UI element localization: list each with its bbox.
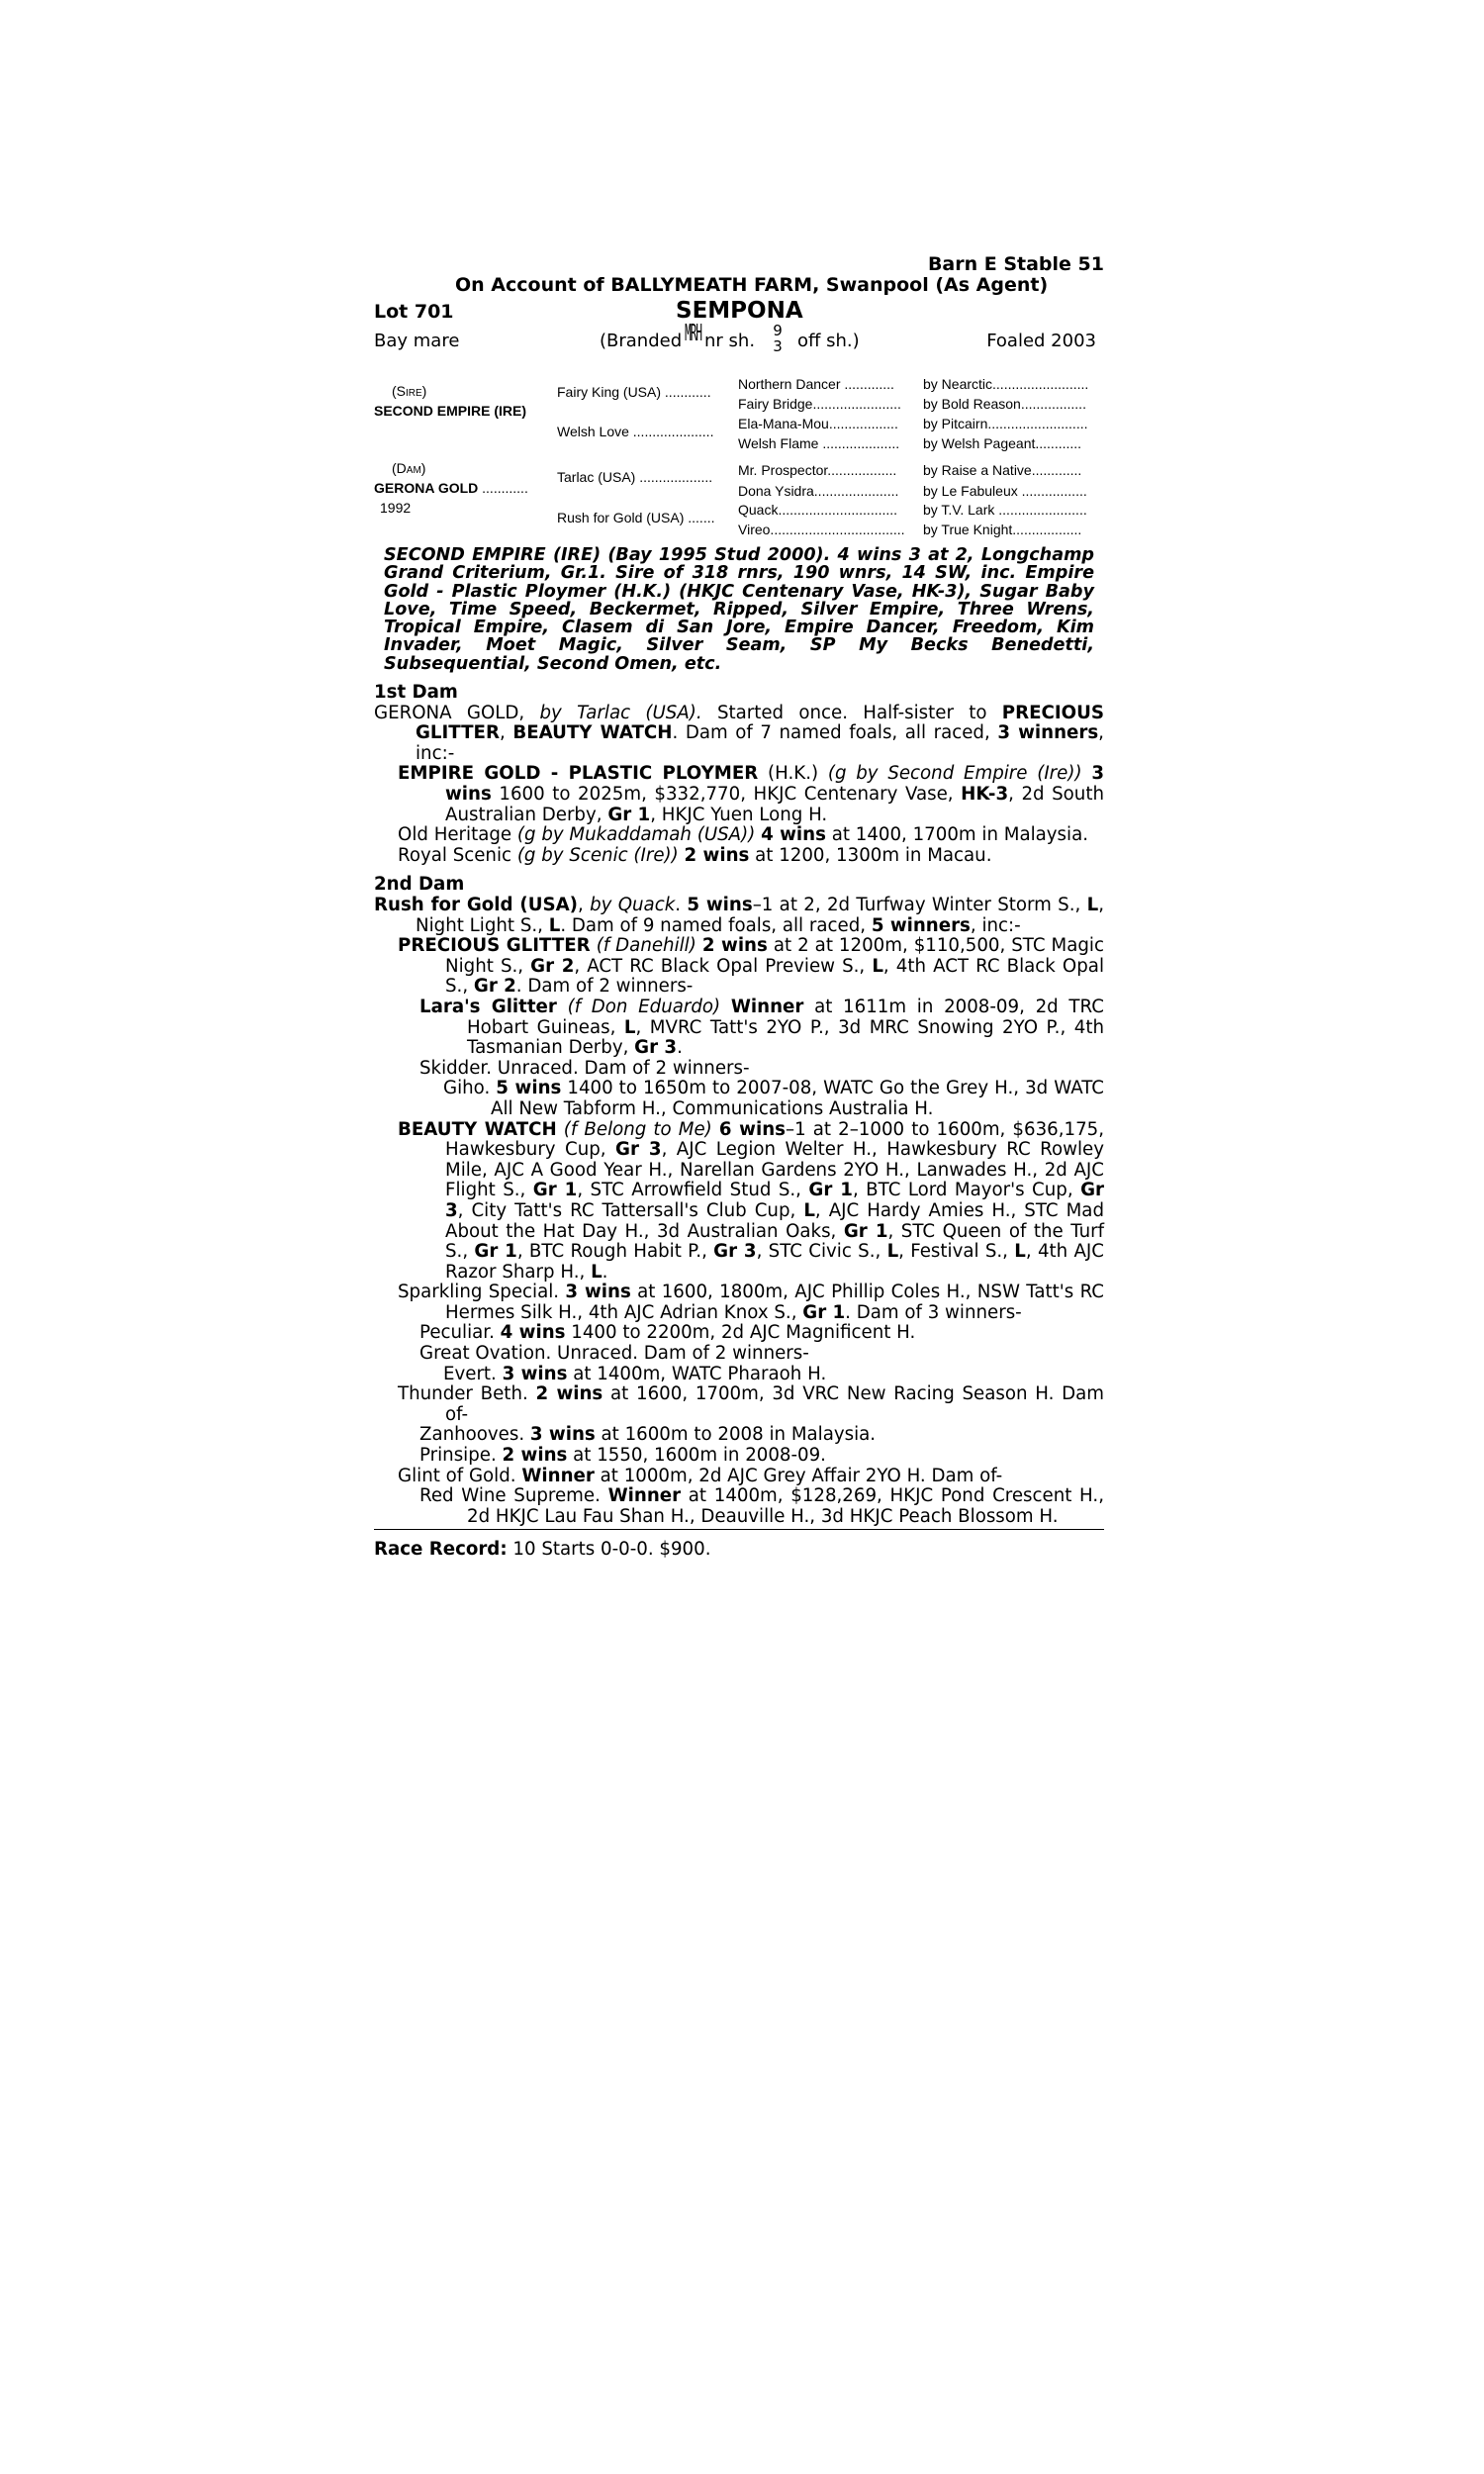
lot-number: Lot 701 [374, 301, 454, 323]
text: 1400 to 1650m to 2007-08, WATC Go the Grey H., 3d WATC All New Tabform H., Communications Australia H. [491, 1078, 1104, 1119]
foal-name: Peculiar. [419, 1322, 495, 1344]
grandparent: Rush for Gold (USA) ....... [557, 510, 715, 525]
grade: Gr 1 [474, 1241, 517, 1263]
listed: L [548, 914, 561, 936]
ggp-sire: by Bold Reason................. [923, 396, 1086, 412]
wins: 2 wins [502, 1445, 568, 1467]
foal-entry [374, 1467, 1104, 1487]
divider [374, 1529, 1104, 1530]
text: , HKJC Yuen Long H. [650, 804, 828, 825]
wins: Winner [521, 1465, 595, 1486]
foal-name: EMPIRE GOLD - PLASTIC PLOYMER [398, 763, 759, 785]
grandparent: Welsh Love ..................... [557, 424, 714, 439]
text: at 1400m, $128,269, HKJC Pond Crescent H., 2d HKJC Lau Fau Shan H., Deauville H., 3d HKJC Peach Blossom H. [467, 1485, 1104, 1527]
colour-sex: Bay mare [374, 331, 460, 351]
listed: L [1014, 1241, 1026, 1263]
foal-name: Glint of Gold. [398, 1465, 516, 1486]
dam-breeding: by Tarlac (USA). [539, 702, 702, 723]
great-grandparent: Welsh Flame .................... [738, 435, 900, 451]
text: , MVRC Tatt's 2YO P., 3d MRC Snowing 2YO P., 4th Tasmanian Derby, [467, 1016, 1104, 1059]
foal-breeding: (g by Second Empire (Ire)) [827, 763, 1082, 785]
branded-label: (Branded [600, 331, 683, 351]
text: , BTC Lord Mayor's Cup, [852, 1180, 1073, 1201]
wins: 3 wins [565, 1282, 631, 1303]
foal-entry: Skidder. Unraced. Dam of 2 winners- [419, 1057, 750, 1079]
foal-breeding: (g by Mukaddamah (USA)) [516, 824, 756, 846]
grade: Gr 1 [607, 804, 651, 825]
foal-name: Royal Scenic [398, 844, 512, 866]
text: . Dam of 7 named foals, all raced, [672, 722, 990, 744]
sibling-name: BEAUTY WATCH [512, 722, 673, 744]
foal-breeding: (f Danehill) [596, 935, 696, 957]
text: at 1611m in 2008-09, 2d TRC Hobart Guineas, [467, 996, 1104, 1038]
listed: L [623, 1016, 636, 1038]
grade: Gr 2 [473, 976, 516, 998]
foal-name: Lara's Glitter [419, 996, 557, 1017]
foal-name: Sparkling Special. [398, 1282, 560, 1303]
wins: 2 wins [535, 1383, 603, 1405]
text: , ACT RC Black Opal Preview S., [574, 955, 866, 977]
text: –1 at 2–1000 to 1600m, $636,175, Hawkesbury Cup, [445, 1118, 1104, 1161]
brand-bottom: 3 [773, 337, 783, 355]
sire-paragraph: SECOND EMPIRE (IRE) (Bay 1995 Stud 2000). 4 wins 3 at 2, Longchamp Grand Criterium, Gr.1. Sire of 318 rnrs, 190 wnrs, 14 SW, inc. Empire Gold - Plastic Ploymer (H.K.) (HKJC Centenary Vase, HK-3), Sugar Baby Love, Time Speed, Beckermet, Ripped, Silver Empire, Three Wrens, Tropical Empire, Clasem di San Jore, Empire Dancer, Freedom, Kim Invader, Moet Magic, Silver Seam, SP My Becks Benedetti, Subsequential, Second Omen, etc. [384, 545, 1094, 674]
foal-entry [374, 764, 1104, 825]
winners-count: 5 winners [871, 914, 971, 936]
foal-breeding: (f Don Eduardo) [567, 996, 721, 1017]
foaled-year: Foaled 2003 [986, 331, 1096, 351]
text: 1600 to 2025m, $332,770, HKJC Centenary Vase, [499, 784, 954, 806]
text: at 1600, 1800m, AJC Phillip Coles H., NSW Tatt's RC Hermes Silk H., 4th AJC Adrian Knox S., [445, 1282, 1105, 1323]
grade: Gr 3 [713, 1241, 757, 1263]
text: . [677, 1037, 683, 1059]
foal-entry [374, 846, 1104, 867]
text: at 2 at 1200m, $110,500, STC Magic Night S., [445, 935, 1104, 977]
race-record-value: 10 Starts 0-0-0. $900. [512, 1539, 711, 1561]
text: , STC Queen of the Turf S., [445, 1220, 1104, 1263]
sire-name: SECOND EMPIRE (IRE) [374, 403, 527, 419]
text: , 4th AJC Razor Sharp H., [445, 1241, 1104, 1283]
ggp-sire: by Le Fabuleux ................. [923, 483, 1087, 499]
brand-number [771, 323, 785, 354]
wins: 4 wins [761, 824, 826, 846]
barn-stable: Barn E Stable 51 [927, 253, 1104, 275]
foal-name: Evert. [443, 1363, 497, 1384]
text: , [499, 722, 506, 744]
foal-name: Thunder Beth. [398, 1383, 528, 1405]
foal-entry [374, 1283, 1104, 1323]
text: , STC Arrowfield Stud S., [577, 1180, 801, 1201]
first-dam-heading: 1st Dam [374, 682, 458, 704]
foal-entry [374, 1384, 1104, 1425]
foal-entry [374, 936, 1104, 998]
foal-name: Red Wine Supreme. [419, 1485, 601, 1507]
listed: L [803, 1199, 815, 1221]
text: . Dam of 9 named foals, all raced, [560, 914, 867, 936]
ggp-sire: by T.V. Lark ....................... [923, 502, 1087, 518]
dam-breeding: by Quack [590, 895, 676, 916]
wins: 3 wins [502, 1363, 568, 1384]
text: Started once. Half-sister to [716, 702, 987, 723]
listed: L [872, 955, 883, 977]
text: , 4th ACT RC Black Opal S., [445, 955, 1104, 998]
foal-entry [374, 1365, 1104, 1385]
grade: Gr 1 [808, 1180, 853, 1201]
wins: 5 wins [496, 1078, 562, 1099]
text: , AJC Legion Welter H., Hawkesbury RC Rowley Mile, AJC A Good Year H., Narellan Gardens 2YO H., Lanwades H., 2d AJC Flight S., [445, 1139, 1104, 1201]
text: . Dam of 2 winners- [515, 976, 694, 998]
dam-dots: ............ [482, 480, 528, 496]
text: , 2d South Australian Derby, [445, 784, 1104, 825]
foal-entry [374, 1446, 1104, 1467]
great-grandparent: Mr. Prospector.................. [738, 462, 897, 478]
wins: 5 wins [687, 895, 753, 916]
text: –1 at 2, 2d Turfway Winter Storm S., [752, 895, 1081, 916]
winners-count: 3 winners [997, 722, 1099, 744]
dam-line [374, 480, 528, 496]
foal-entry [374, 1486, 1104, 1527]
foal-entry [374, 998, 1104, 1059]
foal-entry [374, 1425, 1104, 1446]
sire-label: (Sire) [392, 383, 427, 399]
text: . [602, 1261, 608, 1283]
race-record-label: Race Record: [374, 1539, 508, 1561]
foal-entry [374, 1079, 1104, 1119]
ggp-sire: by Pitcairn.......................... [923, 416, 1088, 431]
text: at 1400, 1700m in Malaysia. [831, 824, 1089, 846]
great-grandparent: Dona Ysidra...................... [738, 483, 899, 499]
foal-name: Giho. [443, 1078, 491, 1099]
vendor-account: On Account of BALLYMEATH FARM, Swanpool (As Agent) [455, 274, 1049, 296]
first-dam-entry [374, 704, 1104, 765]
wins: 4 wins [500, 1322, 566, 1344]
foal-breeding: (f Belong to Me) [563, 1118, 712, 1140]
text: at 1400m, WATC Pharaoh H. [573, 1363, 827, 1384]
text: , AJC Hardy Amies H., STC Mad About the Hat Day H., 3d Australian Oaks, [445, 1199, 1104, 1242]
grade: Gr 3 [615, 1139, 662, 1161]
text: , inc:- [970, 914, 1021, 936]
ggp-sire: by Welsh Pageant............ [923, 435, 1082, 451]
ggp-sire: by Raise a Native............. [923, 462, 1082, 478]
wins: Winner [607, 1485, 682, 1507]
wins: Winner [730, 996, 804, 1017]
brand-top: 9 [773, 322, 783, 339]
wins: 2 wins [684, 844, 750, 866]
horse-name: SEMPONA [676, 298, 803, 324]
text: . Dam of 3 winners- [845, 1301, 1022, 1323]
text: (H.K.) [768, 763, 819, 785]
second-dam-entry: Rush for Gold (USA), by Quack. 5 wins–1 at 2, 2d Turfway Winter Storm S., L, Night Light S., L. Dam of 9 named foals, all raced, 5 winners, inc:- [374, 895, 1105, 936]
great-grandparent: Quack............................... [738, 502, 898, 518]
great-grandparent: Ela-Mana-Mou.................. [738, 416, 898, 431]
grade: Gr 3 [445, 1180, 1104, 1221]
text: at 1600, 1700m, 3d VRC New Racing Season H. Dam of- [445, 1383, 1104, 1425]
wins: 2 wins [701, 935, 768, 957]
dam-name: Rush for Gold (USA) [374, 895, 578, 916]
wins: 3 wins [445, 763, 1104, 806]
foal-breeding: (g by Scenic (Ire)) [516, 844, 679, 866]
ggp-sire: by True Knight.................. [923, 522, 1082, 537]
foal-entry [374, 1323, 1104, 1344]
grade: Gr 1 [532, 1180, 578, 1201]
dam-year: 1992 [380, 500, 412, 516]
brand-mark: MRH [685, 319, 702, 347]
foal-entry: Great Ovation. Unraced. Dam of 2 winners- [419, 1343, 809, 1365]
great-grandparent: Vireo................................... [738, 522, 905, 537]
race-record [374, 1540, 1104, 1561]
foal-name: Old Heritage [398, 824, 512, 846]
grandparent: Fairy King (USA) ............ [557, 384, 711, 400]
wins: 3 wins [529, 1424, 596, 1446]
text: , City Tatt's RC Tattersall's Club Cup, [457, 1199, 796, 1221]
nr-sh-label: nr sh. [704, 331, 756, 351]
grandparent: Tarlac (USA) ................... [557, 469, 713, 485]
foal-entry [374, 1120, 1104, 1284]
grade: Gr 3 [634, 1037, 678, 1059]
ggp-sire: by Nearctic......................... [923, 376, 1089, 392]
foal-name: Prinsipe. [419, 1445, 497, 1467]
second-dam-heading: 2nd Dam [374, 874, 465, 896]
off-sh-label: off sh.) [797, 331, 860, 351]
text: at 1600m to 2008 in Malaysia. [601, 1424, 877, 1446]
text: at 1550, 1600m in 2008-09. [573, 1445, 826, 1467]
foal-entry [374, 825, 1104, 846]
brand-info [600, 319, 756, 351]
text: , Festival S., [898, 1241, 1008, 1263]
text: at 1200, 1300m in Macau. [755, 844, 992, 866]
foal-name: BEAUTY WATCH [398, 1118, 557, 1140]
sibling-name: PRECIOUS GLITTER [416, 702, 1104, 744]
listed: L [1086, 895, 1099, 916]
catalogue-body [374, 546, 1104, 1561]
foal-name: PRECIOUS GLITTER [398, 935, 591, 957]
dam-name: GERONA GOLD [374, 480, 479, 496]
listed: L [591, 1261, 603, 1283]
text: , BTC Rough Habit P., [516, 1241, 707, 1263]
foal-name: Zanhooves. [419, 1424, 525, 1446]
great-grandparent: Fairy Bridge....................... [738, 396, 901, 412]
text: , STC Civic S., [756, 1241, 881, 1263]
text: , Night Light S., [416, 895, 1105, 936]
dam-name: GERONA GOLD, [374, 702, 525, 723]
listed: L [886, 1241, 899, 1263]
dam-label: (Dam) [392, 460, 426, 476]
grade: HK-3 [961, 784, 1009, 806]
great-grandparent: Northern Dancer ............. [738, 376, 894, 392]
grade: Gr 2 [530, 955, 575, 977]
grade: Gr 1 [843, 1220, 888, 1242]
grade: Gr 1 [802, 1301, 846, 1323]
wins: 6 wins [718, 1118, 786, 1140]
text: 1400 to 2200m, 2d AJC Magnificent H. [571, 1322, 916, 1344]
text: at 1000m, 2d AJC Grey Affair 2YO H. Dam of- [600, 1465, 1003, 1486]
text: , inc:- [416, 722, 1104, 764]
